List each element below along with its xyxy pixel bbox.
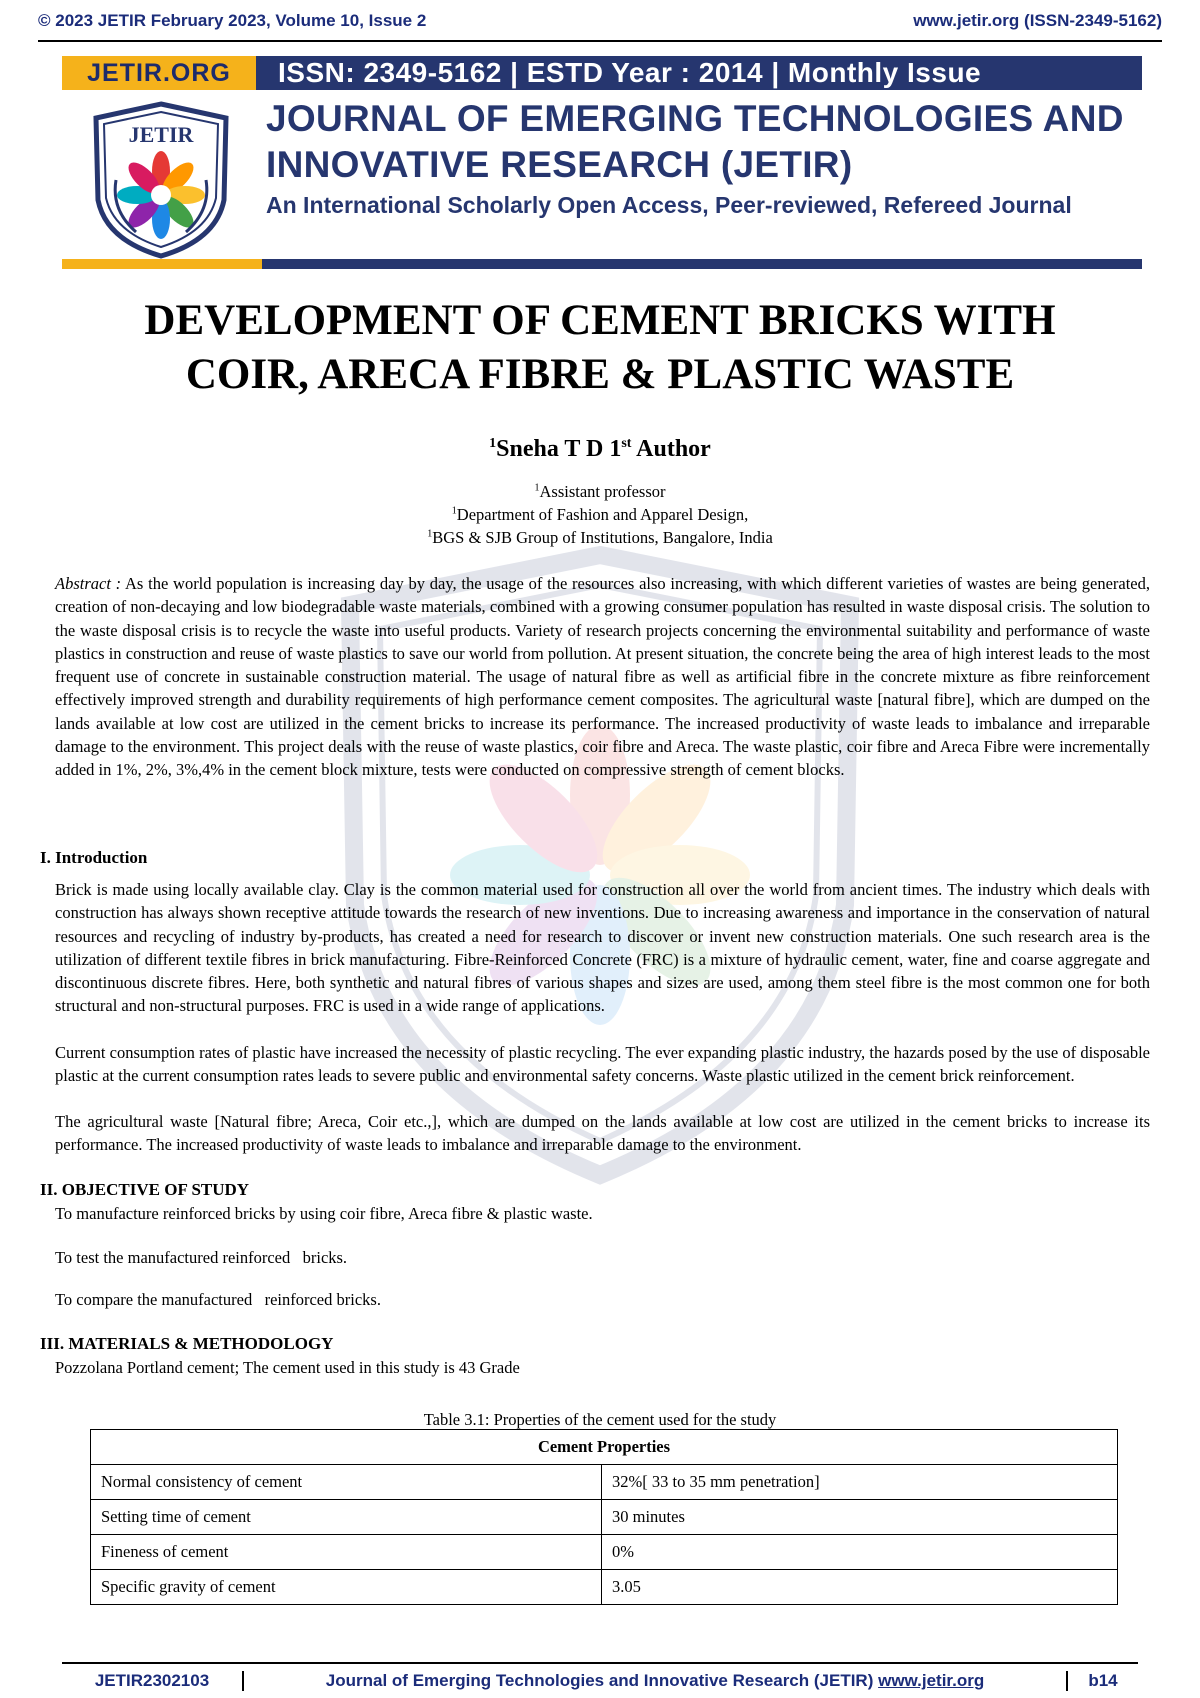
table-cell: Setting time of cement xyxy=(91,1500,602,1535)
table-header-row xyxy=(91,1430,1118,1465)
paper-title-line-2: COIR, ARECA FIBRE & PLASTIC WASTE xyxy=(185,351,1015,398)
table-row xyxy=(91,1570,1118,1605)
journal-title xyxy=(266,96,1146,188)
section-heading-materials: III. MATERIALS & METHODOLOGY xyxy=(40,1334,334,1353)
intro-paragraph: The agricultural waste [Natural fibre; Areca, Coir etc.,], which are dumped on the lands available at low cost are utilized in the cement bricks to increase its performance. The increased productivity of waste leads to imbalance and irreparable damage to the environment. xyxy=(55,1112,1150,1155)
table-cell: Specific gravity of cement xyxy=(91,1570,602,1605)
affiliation-line: $^1$Assistant professor xyxy=(534,482,666,501)
paper-title xyxy=(60,294,1140,402)
table-cell: Normal consistency of cement xyxy=(91,1465,602,1500)
author-role: Author xyxy=(631,436,711,462)
site-name: JETIR.ORG xyxy=(62,56,256,90)
footer-journal-name: Journal of Emerging Technologies and Innovative Research (JETIR) xyxy=(325,1671,879,1690)
author-ordinal: st xyxy=(621,436,632,451)
journal-banner xyxy=(62,56,1142,90)
footer-journal xyxy=(244,1671,1068,1691)
abstract-text: As the world population is increasing day by day, the usage of the resources also increasing, with which different varieties of wastes are being generated, creation of non-decaying and low biodegradable waste materials, combined with a growing consumer population has resulted in waste disposal crisis. The solution to the waste disposal crisis is to recycle the waste into useful products. Variety of research projects concerning the environmental suitability and performance of waste plastics in construction and reuse of waste plastics to save our world from pollution. At present situation, the concrete being the area of high interest leads to the most frequent use of concrete in sustainable construction material. The usage of natural fibre as well as artificial fibre in the concrete mixture as fibre reinforcement effectively improved strength and durability requirements of high performance cement composites. The agricultural waste [natural fibre], which are dumped on the lands available at low cost are utilized in the cement bricks to increase its performance. The increased productivity of waste leads to imbalance and irreparable damage to the environment. This project deals with the reuse of waste plastics, coir fibre and Areca. The waste plastic, coir fibre and Areca Fibre were incrementally added in 1%, 2%, 3%,4% in the cement block mixture, tests were conducted on compressive strength of cement blocks. xyxy=(55,574,1150,780)
table-row xyxy=(91,1535,1118,1570)
journal-subtitle: An International Scholarly Open Access, Peer-reviewed, Refereed Journal xyxy=(266,192,1072,218)
table-row xyxy=(91,1465,1118,1500)
objective-item: To manufacture reinforced bricks by using coir fibre, Areca fibre & plastic waste. xyxy=(55,1204,593,1223)
footer-page-number: b14 xyxy=(1088,1671,1118,1690)
author-sup: 1 xyxy=(489,436,497,451)
author-name: Sneha T D 1 xyxy=(496,436,622,462)
header-issn-info: www.jetir.org (ISSN-2349-5162) xyxy=(913,11,1162,30)
jetir-logo-icon xyxy=(86,100,236,260)
footer-website-link[interactable]: www.jetir.org xyxy=(878,1671,985,1690)
journal-title-line-1: JOURNAL OF EMERGING TECHNOLOGIES AND xyxy=(266,98,1124,139)
page-footer xyxy=(62,1662,1138,1698)
cement-properties-table xyxy=(90,1429,1118,1605)
table-cell: 0% xyxy=(602,1535,1118,1570)
paper-title-line-1: DEVELOPMENT OF CEMENT BRICKS WITH xyxy=(144,297,1056,344)
objective-item: To compare the manufactured reinforced bricks. xyxy=(55,1290,381,1309)
footer-paper-id: JETIR2302103 xyxy=(62,1671,244,1691)
running-header xyxy=(38,10,1162,42)
objective-item: To test the manufactured reinforced bricks. xyxy=(55,1248,348,1267)
affiliation-line: $^1$Department of Fashion and Apparel Design, xyxy=(451,505,749,524)
issn-line: ISSN: 2349-5162 | ESTD Year : 2014 | Monthly Issue xyxy=(256,56,1142,90)
materials-line: Pozzolana Portland cement; The cement used in this study is 43 Grade xyxy=(55,1358,520,1377)
table-cell: 3.05 xyxy=(602,1570,1118,1605)
table-cell: Fineness of cement xyxy=(91,1535,602,1570)
table-cell: 30 minutes xyxy=(602,1500,1118,1535)
section-heading-introduction: I. Introduction xyxy=(40,848,148,867)
header-issue-info: © 2023 JETIR February 2023, Volume 10, Issue 2 xyxy=(38,11,427,30)
journal-title-line-2: INNOVATIVE RESEARCH (JETIR) xyxy=(266,144,853,185)
table-cell: 32%[ 33 to 35 mm penetration] xyxy=(602,1465,1118,1500)
svg-text:JETIR: JETIR xyxy=(128,122,194,147)
section-heading-objective: II. OBJECTIVE OF STUDY xyxy=(40,1180,250,1199)
intro-paragraph: Current consumption rates of plastic have increased the necessity of plastic recycling. The ever expanding plastic industry, the hazards posed by the use of disposable plastic at the current consumption rates leads to severe public and environmental safety concerns. Waste plastic utilized in the cement brick reinforcement. xyxy=(55,1043,1150,1086)
table-caption: Table 3.1: Properties of the cement used for the study xyxy=(423,1410,777,1429)
author-line xyxy=(0,436,1200,463)
intro-paragraph: Brick is made using locally available clay. Clay is the common material used for construction all over the world from ancient times. The industry which deals with construction has always shown receptive attitude towards the research of new inventions. Due to increasing awareness and importance in the conservation of natural resources and recycling of industry by-products, has created a need for research to discover or invent new construction materials. One such research area is the utilization of different textile fibres in brick manufacturing. Fibre-Reinforced Concrete (FRC) is a mixture of hydraulic cement, water, fine and coarse aggregate and discontinuous discrete fibres. Here, both synthetic and natural fibres of various shapes and sizes are used, among them steel fibre is the most common one for both structural and non-structural purposes. FRC is used in a wide range of applications. xyxy=(55,880,1150,1016)
abstract-label: Abstract : xyxy=(55,574,122,593)
table-row xyxy=(91,1500,1118,1535)
banner-divider xyxy=(62,259,1142,269)
table-header: Cement Properties xyxy=(91,1430,1118,1465)
abstract xyxy=(55,572,1150,782)
affiliation-line: $^1$BGS & SJB Group of Institutions, Bangalore, India xyxy=(427,528,773,547)
